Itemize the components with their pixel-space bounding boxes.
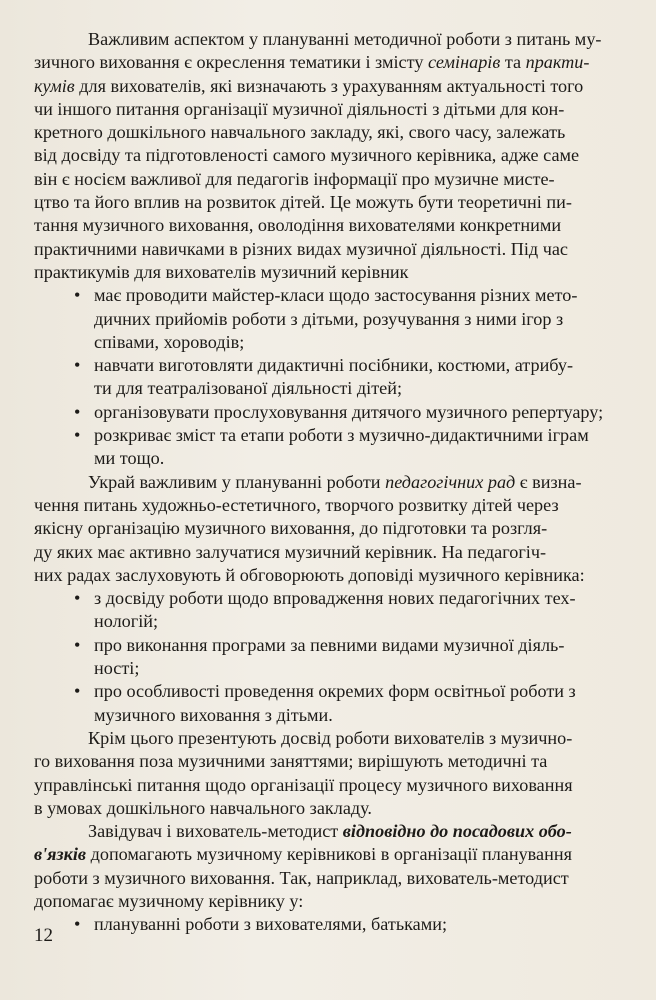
bullet-item-line bbox=[34, 284, 656, 307]
text-span: Завідувач і вихователь-методист bbox=[88, 821, 343, 842]
text-span: ду яких має активно залучатися музичний керівник. На педагогіч- bbox=[34, 541, 547, 562]
bullet-item-line bbox=[34, 913, 656, 936]
text-span: має проводити майстер-класи щодо застосування різних мето- bbox=[94, 285, 578, 306]
text-line bbox=[34, 843, 656, 866]
bullet-item-line bbox=[34, 587, 656, 610]
text-line bbox=[34, 820, 656, 843]
text-line bbox=[34, 75, 656, 98]
text-line bbox=[34, 331, 656, 354]
page-number: 12 bbox=[34, 925, 53, 946]
text-line bbox=[34, 541, 656, 564]
text-line bbox=[34, 377, 656, 400]
text-span: навчати виготовляти дидактичні посібники, костюми, атрибу- bbox=[94, 355, 574, 376]
text-line bbox=[34, 750, 656, 773]
text-line bbox=[34, 447, 656, 470]
text-span: співами, хороводів; bbox=[94, 331, 245, 352]
text-line bbox=[34, 261, 656, 284]
text-span: Важливим аспектом у плануванні методичної роботи з питань му- bbox=[88, 29, 602, 49]
text-span: ності; bbox=[94, 658, 140, 679]
text-span: ти для театралізованої діяльності дітей; bbox=[94, 378, 403, 399]
text-span: про виконання програми за певними видами музичної діяль- bbox=[94, 634, 565, 655]
text-span: є визна- bbox=[515, 471, 582, 492]
bullet-item-line bbox=[34, 680, 656, 703]
text-line bbox=[34, 98, 656, 121]
text-span: практичними навичками в різних видах музичної діяльності. Під час bbox=[34, 238, 569, 259]
text-span: музичного виховання з дітьми. bbox=[94, 704, 333, 725]
text-span: роботи з музичного виховання. Так, наприклад, вихователь-методист bbox=[34, 867, 569, 888]
emphasized-text: практи- bbox=[525, 52, 590, 73]
text-span: Украй важливим у плануванні роботи bbox=[88, 471, 386, 492]
text-span: він є носієм важливої для педагогів інформації про музичне мисте- bbox=[34, 168, 555, 189]
text-span: розкриває зміст та етапи роботи з музично-дидактичними іграм bbox=[94, 425, 589, 446]
text-span: управлінські питання щодо організації процесу музичного виховання bbox=[34, 774, 573, 795]
text-line bbox=[34, 28, 656, 51]
text-span: плануванні роботи з вихователями, батьками; bbox=[94, 914, 448, 935]
bullet-item-line bbox=[34, 424, 656, 447]
text-span: в умовах дошкільного навчального закладу. bbox=[34, 797, 372, 818]
text-line bbox=[34, 191, 656, 214]
text-line bbox=[34, 727, 656, 750]
text-span: Крім цього презентують досвід роботи вихователів з музично- bbox=[88, 727, 573, 748]
text-span: організовувати прослуховування дитячого музичного репертуару; bbox=[94, 401, 604, 422]
text-span: нологій; bbox=[94, 611, 159, 632]
page-text bbox=[34, 28, 656, 937]
text-line bbox=[34, 214, 656, 237]
text-span: них радах заслуховують й обговорюють доповіді музичного керівника: bbox=[34, 564, 585, 585]
text-line bbox=[34, 494, 656, 517]
text-line bbox=[34, 657, 656, 680]
emphasized-text: педагогічних рад bbox=[385, 471, 516, 492]
text-line bbox=[34, 308, 656, 331]
text-span: для вихователів, які визначають з урахуванням актуальності того bbox=[74, 75, 584, 96]
emphasized-text: кумів bbox=[34, 75, 75, 96]
text-line bbox=[34, 168, 656, 191]
text-span: з досвіду роботи щодо впровадження нових педагогічних тех- bbox=[94, 588, 576, 609]
text-line bbox=[34, 144, 656, 167]
text-line bbox=[34, 890, 656, 913]
text-span: зичного виховання є окреслення тематики і змісту bbox=[34, 52, 428, 73]
text-line bbox=[34, 610, 656, 633]
emphasized-text: семінарів bbox=[427, 52, 501, 73]
bullet-item-line bbox=[34, 354, 656, 377]
emphasized-text: відповідно до посадових обо- bbox=[342, 821, 572, 842]
emphasized-text: в'язків bbox=[34, 844, 87, 865]
text-line bbox=[34, 51, 656, 74]
text-span: ми тощо. bbox=[94, 448, 165, 469]
text-span: тання музичного виховання, оволодіння вихователями конкретними bbox=[34, 215, 562, 236]
text-line bbox=[34, 238, 656, 261]
text-span: та bbox=[500, 52, 526, 73]
text-line bbox=[34, 797, 656, 820]
text-line bbox=[34, 121, 656, 144]
text-span: про особливості проведення окремих форм освітньої роботи з bbox=[94, 681, 576, 702]
text-span: дичних прийомів роботи з дітьми, розучування з ними ігор з bbox=[94, 308, 564, 329]
text-span: від досвіду та підготовленості самого музичного керівника, адже саме bbox=[34, 145, 580, 166]
text-span: якісну організацію музичного виховання, до підготовки та розгля- bbox=[34, 518, 548, 539]
text-line bbox=[34, 867, 656, 890]
text-line bbox=[34, 517, 656, 540]
text-span: практикумів для вихователів музичний керівник bbox=[34, 261, 409, 282]
text-line bbox=[34, 774, 656, 797]
text-line bbox=[34, 471, 656, 494]
text-span: допомагають музичному керівникові в організації планування bbox=[86, 844, 572, 865]
bullet-item-line bbox=[34, 634, 656, 657]
text-line bbox=[34, 704, 656, 727]
text-span: го виховання поза музичними заняттями; вирішують методичні та bbox=[34, 751, 548, 772]
text-line bbox=[34, 564, 656, 587]
text-span: чення питань художньо-естетичного, творчого розвитку дітей через bbox=[34, 494, 559, 515]
text-span: чи іншого питання організації музичної діяльності з дітьми для кон- bbox=[34, 98, 565, 119]
text-span: допомагає музичному керівнику у: bbox=[34, 890, 304, 911]
text-span: кретного дошкільного навчального закладу, які, свого часу, залежать bbox=[34, 122, 566, 143]
text-span: цтво та його вплив на розвиток дітей. Це можуть бути теоретичні пи- bbox=[34, 192, 572, 213]
bullet-item-line bbox=[34, 401, 656, 424]
